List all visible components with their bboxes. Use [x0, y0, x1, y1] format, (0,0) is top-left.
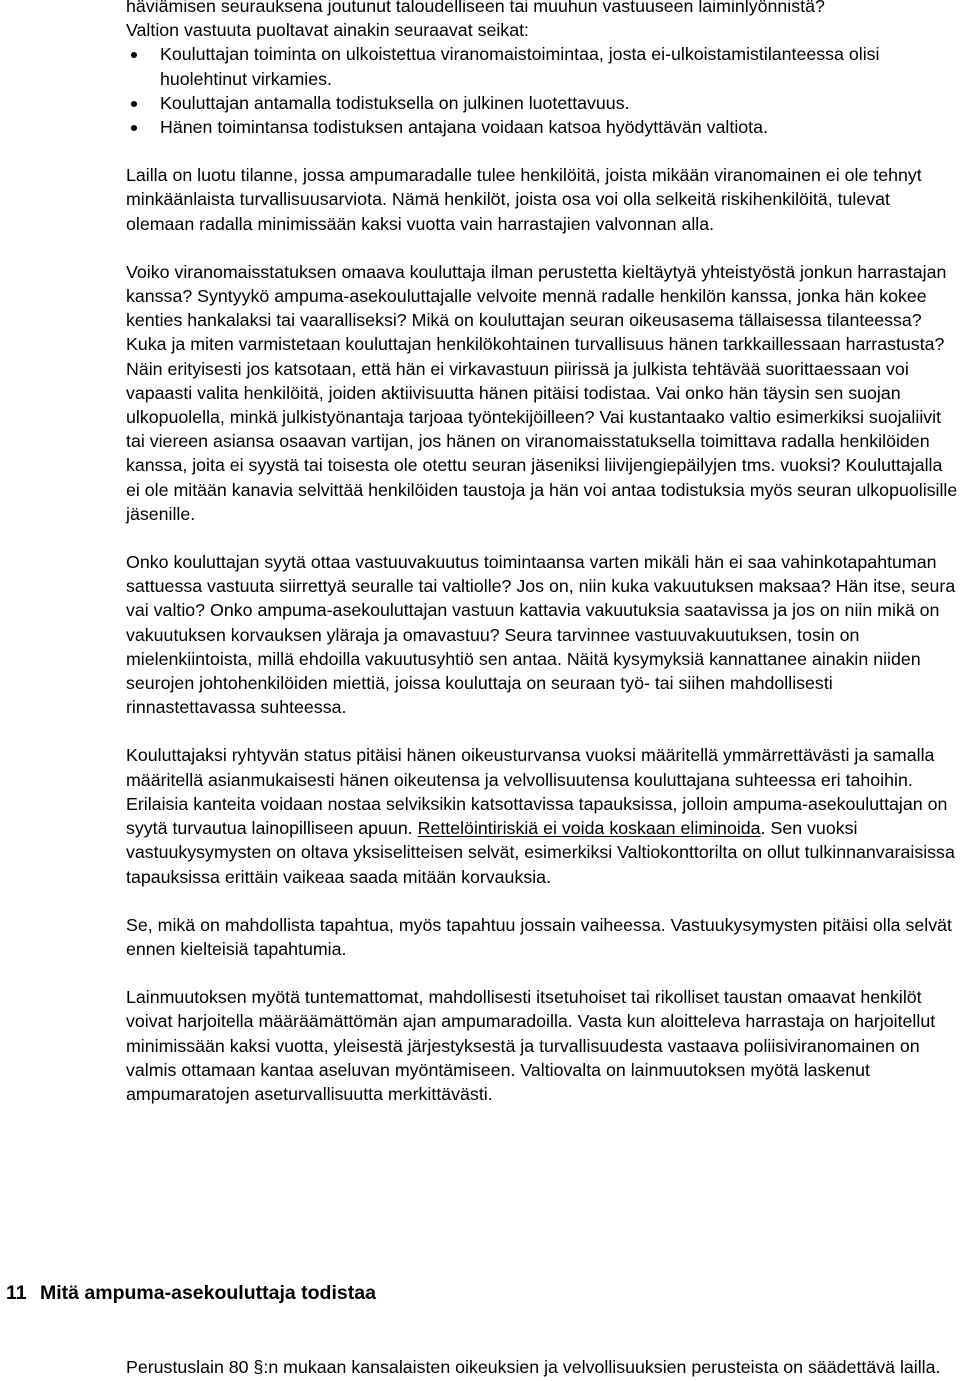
paragraph-6: Lainmuutoksen myötä tuntemattomat, mahdollisesti itsetuhoiset tai rikolliset taustan omaavat henkilöt voivat harjoitella määräämättömän ajan ampumaradoilla. Vasta kun aloitteleva harrastaja on harjoitellut minimissään kaksi vuotta, yleisestä järjestyksestä ja turvallisuudesta vastaava poliisiviranomainen on valmis ottamaan kantaa aseluvan myöntämiseen. Valtiovalta on lainmuutoksen myötä laskenut ampumaratojen aseturvallisuutta merkittävästi.	[126, 987, 936, 1104]
bullet-text: Kouluttajan antamalla todistuksella on julkinen luotettavuus.	[160, 92, 630, 113]
section-title: Mitä ampuma-asekouluttaja todistaa	[40, 1282, 376, 1304]
paragraph-4-text-end: . Sen vuoksi vastuukysymysten on oltava yksiselitteisen selvät, esimerkiksi Valtiokonttorilta on ollut tulkinnanvaraisissa tapauksissa erittäin vaikeaa saada mitään korvauksia.	[126, 818, 955, 887]
paragraph-4	[126, 743, 960, 888]
paragraph-2: Voiko viranomaisstatuksen omaava kouluttaja ilman perustetta kieltäytyä yhteistyöstä jonkun harrastajan kanssa? Syntyykö ampuma-asekouluttajalle velvoite mennä radalle henkilön kanssa, jonka hän kokee kenties hankalaksi tai vaaralliseksi? Mikä on kouluttajan seuran oikeusasema tällaisessa tilanteessa? Kuka ja miten varmistetaan kouluttajan henkilökohtainen turvallisuus hänen tarkkaillessaan harrastusta? Näin erityisesti jos katsotaan, että hän ei virkavastuun piirissä ja julkista tehtävää suorittaessaan voi vapaasti valita henkilöitä, joiden aktiivisuutta hänen pitäisi todistaa. Vai onko hän täysin sen suojan ulkopuolella, minkä julkistyönantaja tarjoaa työntekijöilleen? Vai kustantaako valtio esimerkiksi suojaliivit tai viereen asiansa osaavan vartijan, jos hänen on viranomaisstatuksella toimittava radalla henkilöiden kanssa, joita ei syystä tai toisesta ole otettu seuran jäseniksi liivijengiepäilyjen tms. vuoksi? Kouluttajalla ei ole mitään kanavia selvittää henkilöiden taustoja ja hän voi antaa todistuksia myös seuran ulkopuolisille jäsenille.	[126, 261, 958, 524]
paragraph-7: Perustuslain 80 §:n mukaan kansalaisten oikeuksien ja velvollisuuksien perusteista on säädettävä lailla.	[126, 1356, 941, 1377]
section-number: 11	[6, 1282, 27, 1304]
bullet-list	[126, 42, 960, 139]
bullet-icon	[131, 125, 137, 131]
bullet-item	[160, 91, 960, 115]
bullet-text: Hänen toimintansa todistuksen antajana voidaan katsoa hyödyttävän valtiota.	[160, 117, 768, 138]
intro-line-2: Valtion vastuuta puoltavat ainakin seuraavat seikat:	[126, 20, 529, 41]
paragraph-3: Onko kouluttajan syytä ottaa vastuuvakuutus toimintaansa varten mikäli hän ei saa vahinkotapahtuman sattuessa vastuuta siirrettyä seuralle tai valtiolle? Jos on, niin kuka vakuutuksen maksaa? Hän itse, seura vai valtio? Onko ampuma-asekouluttajan vastuun kattavia vakuutuksia saatavissa ja jos on niin mikä on vakuutuksen korvauksen yläraja ja omavastuu? Seura tarvinnee vastuuvakuutuksen, tosin on mielenkiintoista, millä ehdoilla vakuutusyhtiö sen antaa. Näitä kysymyksiä kannattanee ainakin niiden seurojen johtohenkilöiden miettiä, joissa kouluttaja on seuraan työ- tai siihen mahdollisesti rinnastettavassa suhteessa.	[126, 552, 956, 718]
paragraph-5: Se, mikä on mahdollista tapahtua, myös tapahtuu jossain vaiheessa. Vastuukysymysten pitäisi olla selvät ennen kielteisiä tapahtumia.	[126, 914, 952, 959]
paragraph-1: Lailla on luotu tilanne, jossa ampumaradalle tulee henkilöitä, joista mikään viranomainen ei ole tehnyt minkäänlaista turvallisuusarviota. Nämä henkilöt, joista osa voi olla selkeitä riskihenkilöitä, tulevat olemaan radalla minimissään kaksi vuotta vain harrastajien valvonnan alla.	[126, 165, 922, 234]
bullet-item	[160, 115, 960, 139]
section-heading	[6, 1280, 376, 1306]
bullet-icon	[131, 101, 137, 107]
paragraph-4-text-start: Kouluttajaksi ryhtyvän status pitäisi hänen oikeusturvansa vuoksi määritellä ymmärrettävästi ja samalla määritellä asianmukaisesti hänen oikeutensa ja velvollisuutensa kouluttajana suhteessa eri tahoihin. Erilaisia kanteita voidaan nostaa selviksikin katsottavissa tapauksissa, jolloin ampuma-asekouluttajan on syytä turvautua lainopilliseen apuun.	[126, 745, 948, 839]
bullet-text: Kouluttajan toiminta on ulkoistettua viranomaistoimintaa, josta ei-ulkoistamistilanteessa olisi huolehtinut virkamies.	[160, 44, 880, 89]
bullet-icon	[131, 52, 137, 58]
intro-line-1: häviämisen seurauksena joutunut taloudelliseen tai muuhun vastuuseen laiminlyönnistä?	[126, 0, 825, 16]
underlined-phrase: Rettelöintiriskiä ei voida koskaan eliminoida	[417, 818, 761, 839]
document-body	[126, 0, 960, 1106]
bullet-item	[160, 42, 960, 90]
